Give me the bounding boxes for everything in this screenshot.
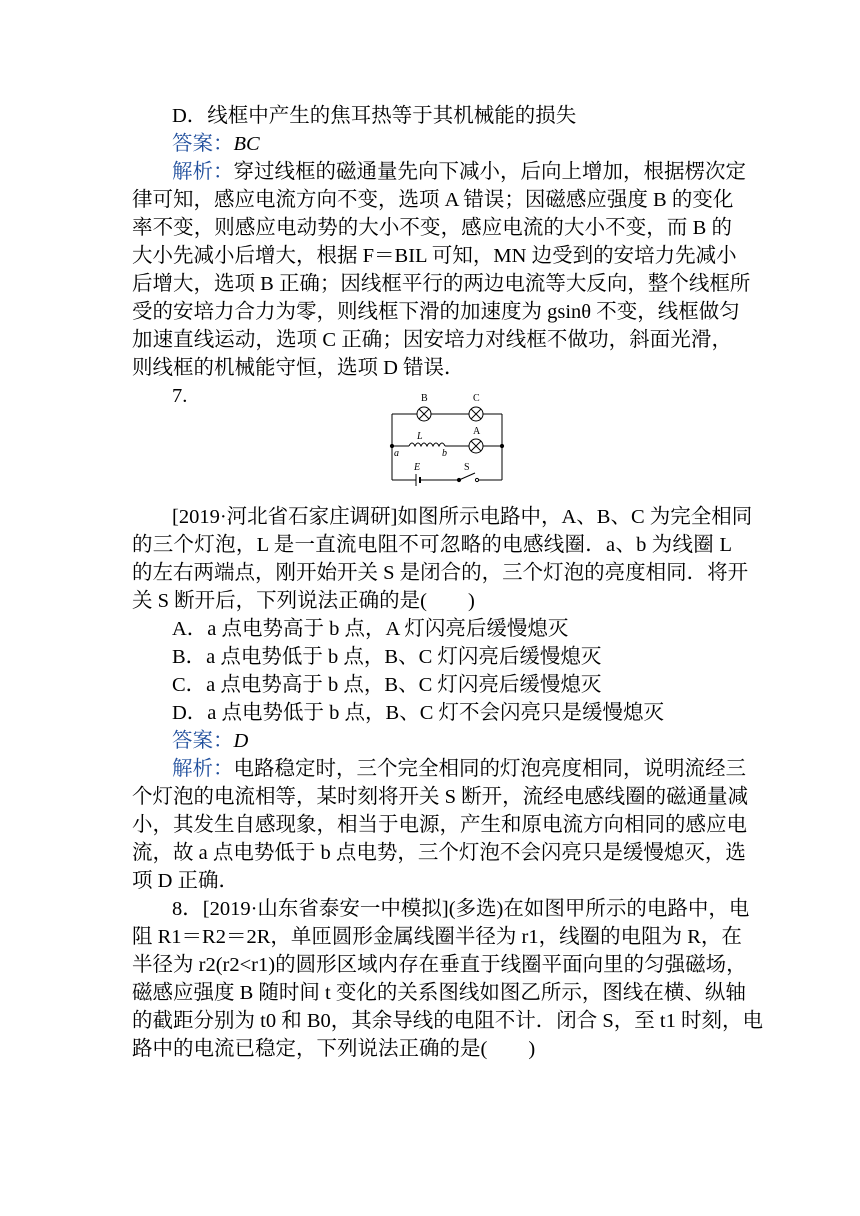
label-a-point: a — [394, 448, 399, 459]
q7-option-c: C．a 点电势高于 b 点，B、C 灯闪亮后缓慢熄灭 — [172, 674, 602, 696]
q6-analysis-line: 加速直线运动，选项 C 正确；因安培力对线框不做功，斜面光滑， — [132, 329, 732, 351]
analysis-label: 解析： — [172, 758, 234, 780]
q8-stem-line: 的截距分别为 t0 和 B0，其余导线的电阻不计．闭合 S，至 t1 时刻，电 — [132, 1010, 763, 1032]
q7-stem-line: [2019·河北省石家庄调研]如图所示电路中，A、B、C 为完全相同 — [172, 506, 753, 528]
q7-option-a: A．a 点电势高于 b 点，A 灯闪亮后缓慢熄灭 — [172, 618, 569, 640]
q6-answer — [172, 130, 732, 158]
q7-number: 7. — [172, 385, 188, 407]
label-e: E — [414, 462, 421, 473]
q7-analysis-line — [172, 755, 746, 783]
label-b: B — [421, 393, 428, 404]
lamp-a-icon — [469, 439, 483, 453]
battery-icon — [416, 474, 420, 486]
q7-analysis-line: 项 D 正确． — [132, 870, 240, 892]
q7-analysis-line: 小，其发生自感现象，相当于电源，产生和原电流方向相同的感应电 — [132, 814, 747, 836]
q6-option-d: D．线框中产生的焦耳热等于其机械能的损失 — [172, 105, 577, 127]
q7-stem-line: 的三个灯泡，L 是一直流电阻不可忽略的电感线圈．a、b 为线圈 L — [132, 534, 732, 556]
q7-analysis-line: 流，故 a 点电势低于 b 点电势，三个灯泡不会闪亮只是缓慢熄灭，选 — [132, 842, 746, 864]
q8-stem-line: 磁感应强度 B 随时间 t 变化的关系图线如图乙所示，图线在横、纵轴 — [132, 982, 746, 1004]
q8-stem-line: 路中的电流已稳定，下列说法正确的是( ) — [132, 1038, 536, 1060]
q8-stem-line: 阻 R1＝R2＝2R，单匝圆形金属线圈半径为 r1，线圈的电阻为 R，在 — [132, 926, 742, 948]
q7-stem-line: 的左右两端点，刚开始开关 S 是闭合的，三个灯泡的亮度相同．将开 — [132, 562, 749, 584]
answer-label: 答案： — [172, 133, 234, 155]
inductor-coil-icon — [409, 443, 445, 446]
lamp-b-icon — [417, 407, 431, 421]
analysis-label: 解析： — [172, 161, 234, 183]
label-b-point: b — [442, 448, 447, 459]
analysis-text: 电路稳定时，三个完全相同的灯泡亮度相同，说明流经三 — [233, 758, 746, 780]
q6-analysis-line: 率不变，则感应电动势的大小不变，感应电流的大小不变，而 B 的 — [132, 217, 732, 239]
label-s: S — [464, 462, 470, 473]
switch-icon — [457, 473, 478, 482]
circuit-diagram — [385, 388, 507, 488]
q8-stem-line: 半径为 r2(r2<r1)的圆形区域内存在垂直于线圈平面向里的匀强磁场， — [132, 954, 747, 976]
q6-analysis-line: 则线框的机械能守恒，选项 D 错误． — [132, 357, 465, 379]
answer-label: 答案： — [172, 730, 234, 752]
q6-analysis-line: 律可知，感应电流方向不变，选项 A 错误；因磁感应强度 B 的变化 — [132, 189, 734, 211]
q6-analysis-line: 受的安培力合力为零，则线框下滑的加速度为 gsinθ 不变，线框做匀 — [132, 301, 740, 323]
q7-analysis-line: 个灯泡的电流相等，某时刻将开关 S 断开，流经电感线圈的磁通量减 — [132, 786, 749, 808]
q7-stem-line: 关 S 断开后，下列说法正确的是( ) — [132, 590, 475, 612]
lamp-c-icon — [469, 407, 483, 421]
label-c: C — [473, 393, 480, 404]
label-a-lamp: A — [473, 426, 481, 437]
q8-stem-line: 8．[2019·山东省泰安一中模拟](多选)在如图甲所示的电路中，电 — [172, 898, 750, 920]
q7-answer — [172, 727, 732, 755]
q6-analysis-line: 后增大，选项 B 正确；因线框平行的两边电流等大反向，整个线框所 — [132, 273, 751, 295]
answer-value: D — [233, 730, 249, 752]
q6-analysis-line — [172, 158, 746, 186]
label-l: L — [417, 431, 423, 442]
answer-value: BC — [233, 133, 260, 155]
q7-option-b: B．a 点电势低于 b 点，B、C 灯闪亮后缓慢熄灭 — [172, 646, 602, 668]
analysis-text: 穿过线框的磁通量先向下减小，后向上增加，根据楞次定 — [233, 161, 746, 183]
q6-analysis-line: 大小先减小后增大，根据 F＝BIL 可知，MN 边受到的安培力先减小 — [132, 245, 737, 267]
q7-option-d: D．a 点电势低于 b 点，B、C 灯不会闪亮只是缓慢熄灭 — [172, 702, 664, 724]
